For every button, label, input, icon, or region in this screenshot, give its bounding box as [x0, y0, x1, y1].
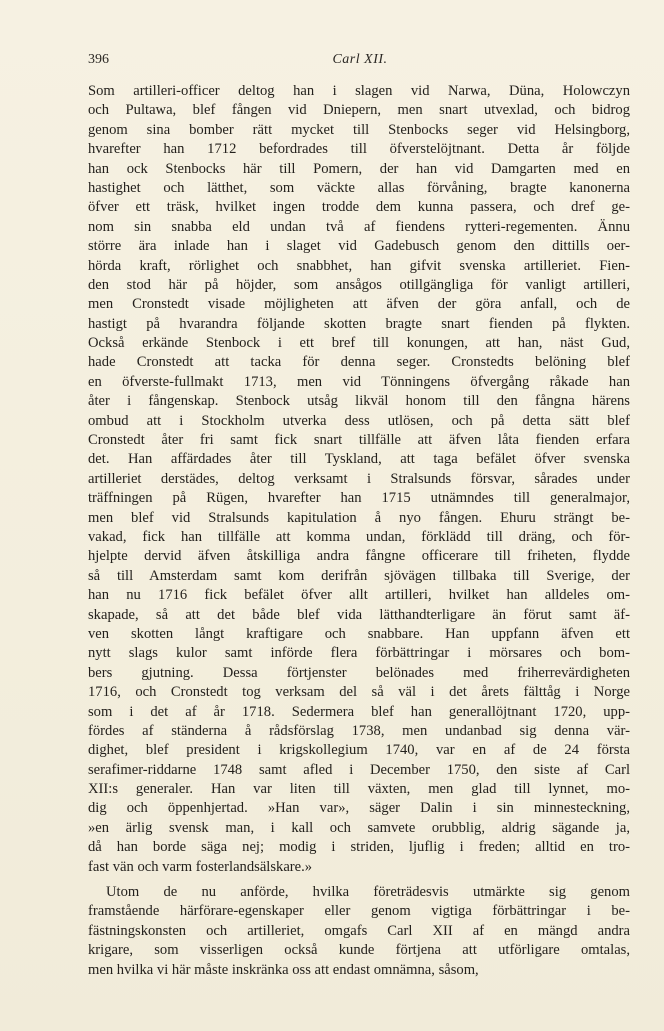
- text-line: skapade, så att det både blef vida lätthandterligare än förut samt äf-: [88, 606, 630, 623]
- text-line: Utom de nu anförde, hvilka företrädesvis utmärkte sig genom: [106, 884, 630, 901]
- text-line: han nu 1716 fick befälet öfver allt artilleri, hvilket han alldeles om-: [88, 587, 630, 604]
- text-line: krigare, som visserligen också kunde förtjena att utförligare omtalas,: [88, 942, 630, 959]
- text-line: artilleriet derstädes, deltog verksamt i Stralsunds försvar, sårades under: [88, 470, 630, 487]
- text-line: fästningskonsten och artilleriet, omgafs Carl XII af en mängd andra: [88, 922, 630, 939]
- text-line: vakad, fick han tillfälle att komma undan, förklädd till dräng, och för-: [88, 528, 630, 545]
- body-text: [88, 82, 630, 980]
- text-line: som i det af år 1718. Sedermera blef han generallöjtnant 1720, upp-: [88, 703, 630, 720]
- text-line: hastighet och lätthet, som väckte allas förvåning, bragte kanonerna: [88, 179, 630, 196]
- text-line: Cronstedt åter fri samt fick snart tillfälle att äfven låta fienden erfara: [88, 432, 630, 449]
- text-line: och Pultawa, blef fången vid Dniepern, men snart utvexlad, och bidrog: [88, 102, 630, 119]
- text-line: »en ärlig svensk man, i kall och samvete orubblig, aldrig sägande ja,: [88, 819, 630, 836]
- text-line: fast vän och varm fosterlandsälskare.»: [88, 858, 313, 875]
- page-header: [88, 52, 632, 72]
- text-line: men hvilka vi här måste inskränka oss att endast omnämna, såsom,: [88, 961, 479, 978]
- text-line: men Cronstedt visade möjligheten att äfven der göra anfall, och de: [88, 296, 630, 313]
- text-line: men blef vid Stralsunds kapitulation å nyo fången. Ehuru strängt be-: [88, 509, 630, 526]
- text-line: hörda kraft, rörlighet och snabbhet, han gifvit svenska artilleriet. Fien-: [88, 257, 630, 274]
- text-line: han ock Stenbocks här till Pomern, der han vid Damgarten med en: [88, 160, 630, 177]
- text-line: dig och öppenhjertad. »Han var», säger Dalin i sin minnesteckning,: [88, 800, 630, 817]
- text-line: så till Amsterdam samt kom derifrån sjövägen tillbaka till Sverige, der: [88, 567, 630, 584]
- text-line: nytt slags kulor samt införde flera förbättringar i mörsares och bom-: [88, 645, 630, 662]
- text-line: en öfverste-fullmakt 1713, men vid Tönningens öfvergång råkade han: [88, 373, 630, 390]
- text-line: åter i fångenskap. Stenbock utsåg likväl honom till den fångna härens: [88, 393, 630, 410]
- text-line: öfver ett träsk, hvilket ingen trodde dem kunna passera, och dref ge-: [88, 199, 630, 216]
- text-line: ven skotten långt kraftigare och snabbare. Han uppfann äfven ett: [88, 625, 630, 642]
- text-line: det. Han affärdades åter till Tyskland, att taga befälet öfver svenska: [88, 451, 630, 468]
- text-line: fördes af ständerna å rådsförslag 1738, men undanbad sig denna vär-: [88, 722, 630, 739]
- text-line: bers gjutning. Dessa förtjenster belönades med friherrevärdigheten: [88, 664, 630, 681]
- text-line: den stod här på höjder, som ansågos otillgängliga för vanligt artilleri,: [88, 276, 630, 293]
- paragraph: [88, 883, 630, 980]
- text-line: 1716, och Cronstedt tog verksam del så väl i det årets fälttåg i Norge: [88, 684, 630, 701]
- text-line: hade Cronstedt att tacka för denna seger. Cronstedts belöning blef: [88, 354, 630, 371]
- text-line: serafimer-riddarne 1748 samt afled i December 1750, den siste af Carl: [88, 761, 630, 778]
- text-line: genom sina bomber rätt mycket till Stenbocks seger vid Helsingborg,: [88, 121, 630, 138]
- text-line: XII:s generaler. Han var liten till växten, men glad till lynnet, mo-: [88, 781, 630, 798]
- text-line: träffningen på Rügen, hvarefter han 1715 utnämndes till generalmajor,: [88, 490, 630, 507]
- text-line: hvarefter han 1712 befordrades till öfverstelöjtnant. Detta år följde: [88, 141, 630, 158]
- text-line: ombud att i Stockholm utverka dess utlösen, och på detta sätt blef: [88, 412, 630, 429]
- page-number: 396: [88, 52, 109, 67]
- text-line: dighet, blef president i krigskollegium 1740, var en af de 24 första: [88, 742, 630, 759]
- text-line: nom sin snabba eld undan två af fiendens rytteri-regementen. Ännu: [88, 218, 630, 235]
- text-line: hastigt på hvarandra följande skotten bragte snart fienden på flykten.: [88, 315, 630, 332]
- paragraph: [88, 82, 630, 877]
- running-title: Carl XII.: [332, 52, 388, 67]
- text-line: större ära inlade han i slaget vid Gadebusch genom den dittills oer-: [88, 238, 630, 255]
- text-line: Som artilleri-officer deltog han i slagen vid Narwa, Düna, Holowczyn: [88, 83, 630, 99]
- text-line: då han borde säga nej; modig i striden, ljuflig i freden; alltid en tro-: [88, 839, 630, 856]
- text-line: hjelpte dervid äfven åtskilliga andra fångne officerare till friheten, flydde: [88, 548, 630, 565]
- text-line: Också erkände Stenbock i ett bref till konungen, att han, näst Gud,: [88, 335, 630, 352]
- text-line: framstående härförare-egenskaper eller genom vigtiga förbättringar i be-: [88, 903, 630, 920]
